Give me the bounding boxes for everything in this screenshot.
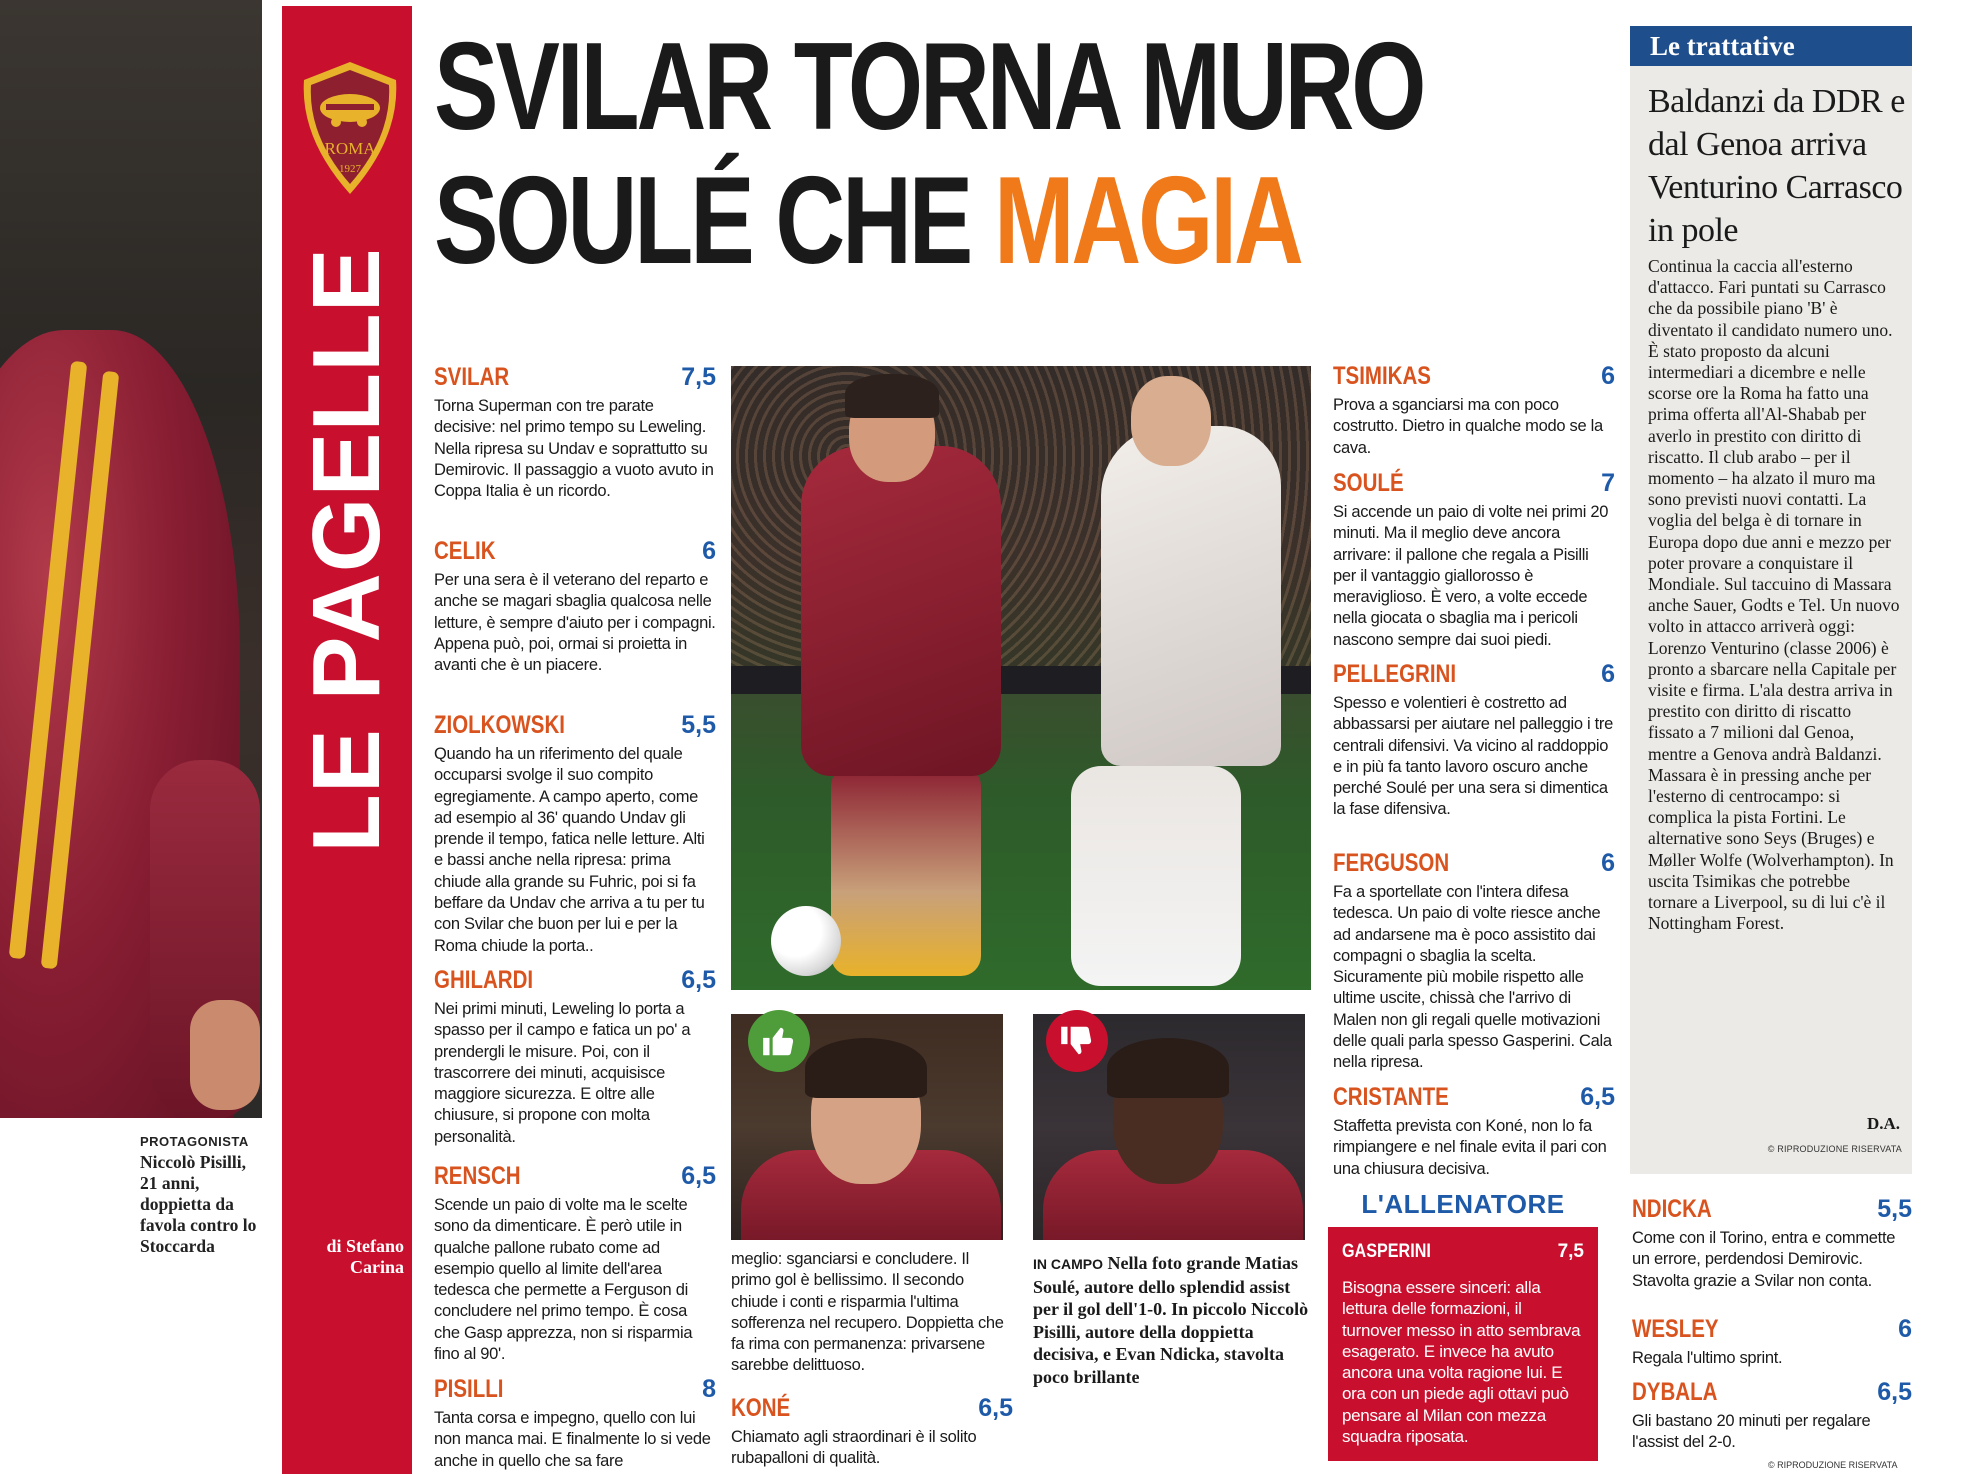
rating-svilar: [434, 362, 716, 502]
rating-wesley: [1632, 1314, 1912, 1369]
player-score: 6: [702, 537, 716, 565]
rating-ndicka: [1632, 1194, 1912, 1292]
player-score: 7: [1601, 469, 1615, 497]
rating-text: Quando ha un riferimento del quale occuparsi svolge il suo compito egregiamente. A campo aperto, come ad esempio al 36' quando Undav gli prende il tempo, fatica nelle letture. Alti e bassi anche nella ripresa: prima chiude alla grande su Fuhric, poi si fa beffare da Undav che arriva a tu per tu con Svilar che buon per lui e per la Roma chiude la porta..: [434, 745, 705, 955]
caption-text: Nella foto grande Matias Soulé, autore dello splendid assist per il gol dell'1-0. In piccolo Niccolò Pisilli, autore della doppietta decisiva, e Evan Ndicka, stavolta poco brillante: [1033, 1253, 1309, 1387]
rating-text: Prova a sganciarsi ma con poco costrutto. Dietro in qualche modo se la cava.: [1333, 396, 1603, 457]
coach-text: Bisogna essere sinceri: alla lettura delle formazioni, il turnover messo in atto sembrava esagerato. E invece ha avuto ancora una volta ragione lui. E ora con un piede agli ottavi può pensare al Milan con mezza squadra riposata.: [1342, 1278, 1581, 1447]
sidebar-body: Continua la caccia all'esterno d'attacco. Fari puntati su Carrasco che da possibile piano 'B' è diventato il candidato numero uno. È stato proposto da alcuni intermediari a dicembre e nelle scorse ore la Roma ha fatto una prima offerta all'Al-Shabab per averlo in prestito con diritto di riscatto. Il club arabo – per il momento – ha alzato il muro ma sono previsti nuovi contatti. La voglia del belga è di tornare in Europa dopo due anni e mezzo per poter provare a conquistare il Mondiale. Sul taccuino di Massara anche Sauer, Godts e Tel. Un nuovo volto in attacco arriverà oggi: Lorenzo Venturino (classe 2006) è pronto a sbarcare nella Capitale per visite e firma. L'ala destra arriva in prestito con diritto di riscatto fissato a 7 milioni dal Genoa, mentre a Genova andrà Baldanzi. Massara è in pressing anche per l'esterno di centrocampo: si complica la pista Fortini. Le alternative sono Seys (Bruges) e Møller Wolfe (Wolverhampton). In uscita Tsimikas che potrebbe tornare a Liverpool, su di lui c'è il Nottingham Forest.: [1648, 256, 1900, 934]
headline: [434, 18, 1424, 290]
thumbs-down-icon: [1046, 1010, 1108, 1072]
caption-text: Niccolò Pisilli, 21 anni, doppietta da favola contro lo Stoccarda: [140, 1152, 257, 1256]
protagonist-photo: [0, 0, 262, 1118]
caption-lead: IN CAMPO: [1033, 1256, 1103, 1272]
rating-text: Chiamato agli straordinari è il solito rubapalloni di qualità.: [731, 1428, 977, 1468]
player-score: 6: [1601, 849, 1615, 877]
rating-text: Fa a sportellate con l'intera difesa tedesca. Un paio di volte riesce anche ad andarsene ma è poco assistito dai compagni o sbaglia la scelta. Sicuramente più mobile rispetto alle ultime uscite, chissà che l'arrivo di Malen non gli regali quelle motivazioni delle quali parla spesso Gasperini. Cala nella ripresa.: [1333, 883, 1612, 1072]
player-score: 6,5: [681, 1162, 716, 1190]
rating-tsimikas: [1333, 361, 1615, 459]
coach-label: L'ALLENATORE: [1328, 1181, 1598, 1227]
rating-cristante: [1333, 1082, 1615, 1180]
player-name: CRISTANTE: [1333, 1083, 1449, 1111]
rating-text: Come con il Torino, entra e commette un errore, perdendosi Demirovic. Stavolta grazie a Svilar non conta.: [1632, 1229, 1896, 1290]
headline-line2-black: SOULÉ CHE: [434, 152, 994, 290]
byline: di Stefano Carina: [326, 1236, 404, 1277]
caption-tag: PROTAGONISTA: [140, 1134, 249, 1149]
player-score: 6,5: [1580, 1083, 1615, 1111]
player-name: PISILLI: [434, 1375, 504, 1403]
coach-name: GASPERINI: [1342, 1241, 1431, 1262]
player-score: 7,5: [681, 363, 716, 391]
rating-dybala: [1632, 1377, 1912, 1454]
coach-box: [1328, 1227, 1598, 1461]
rating-text: Si accende un paio di volte nei primi 20 minuti. Ma il meglio deve ancora arrivare: il pallone che regala a Pisilli per il vantaggio giallorosso è meraviglioso. È vero, a volte eccede nella giocata o sbaglia ma i pericoli nascono sempre dai suoi piedi.: [1333, 503, 1609, 649]
rating-celik: [434, 536, 716, 676]
player-name: FERGUSON: [1333, 849, 1450, 877]
sidebar-title: Baldanzi da DDR e dal Genoa arriva Venturino Carrasco in pole: [1648, 83, 1905, 249]
roma-crest-icon: [296, 58, 404, 198]
player-score: 6,5: [1877, 1378, 1912, 1406]
player-name: SOULÉ: [1333, 469, 1404, 497]
sidebar-rights: © RIPRODUZIONE RISERVATA: [1767, 1144, 1902, 1154]
rating-text: Per una sera è il veterano del reparto e anche se magari sbaglia qualcosa nelle letture, è sempre d'aiuto per i compagni. Appena può, poi, ormai si proietta in avanti che è un piacere.: [434, 571, 716, 675]
rating-text: Scende un paio di volte ma le scelte sono da dimenticare. È però utile in qualche pallone rubato come ad esempio quello al limite dell'area tedesca che permette a Ferguson di concludere nel primo tempo. È cosa che Gasp apprezza, non si risparmia fino al 90'.: [434, 1196, 693, 1364]
photo-caption: [140, 1131, 262, 1257]
rating-pellegrini: [1333, 659, 1615, 821]
rating-ghilardi: [434, 965, 716, 1148]
rating-text: meglio: sganciarsi e concludere. Il primo gol è bellissimo. Il secondo chiude i conti e risparmia l'ultima sofferenza nel recupero. Doppietta che fa rima con permanenza: privarsene sarebbe delittuoso.: [731, 1250, 1004, 1375]
rating-ziolkowski: [434, 710, 716, 957]
player-score: 6: [1601, 660, 1615, 688]
rating-text: Tanta corsa e impegno, quello con lui non manca mai. E finalmente lo si vede anche in quello che sa fare: [434, 1409, 711, 1470]
section-title-text: LE PAGELLE: [293, 247, 400, 853]
player-name: KONÉ: [731, 1394, 791, 1422]
sidebar-label: Le trattative: [1630, 26, 1912, 66]
transfer-sidebar: [1630, 26, 1912, 1174]
rating-rensch: [434, 1161, 716, 1365]
rating-text: Torna Superman con tre parate decisive: nel primo tempo su Leweling. Nella ripresa su Undav e soprattutto su Demirovic. Il passaggio a vuoto avuto in Coppa Italia è un ricordo.: [434, 397, 714, 501]
rating-text: Regala l'ultimo sprint.: [1632, 1349, 1783, 1367]
coach-score: 7,5: [1557, 1241, 1584, 1262]
rights-notice: © RIPRODUZIONE RISERVATA: [1768, 1460, 1898, 1470]
player-score: 6: [1601, 362, 1615, 390]
player-name: DYBALA: [1632, 1378, 1718, 1406]
player-name: NDICKA: [1632, 1195, 1712, 1223]
logo-text: ROMA: [324, 139, 376, 158]
logo-year: 1927: [339, 163, 361, 175]
main-photo: [731, 366, 1311, 990]
rating-kone: [731, 1393, 1013, 1470]
pisilli-continued: [731, 1249, 1013, 1377]
player-score: 6: [1898, 1315, 1912, 1343]
thumbs-up-icon: [748, 1010, 810, 1072]
headline-line2-orange: MAGIA: [993, 152, 1301, 290]
photo-caption-in-campo: [1033, 1252, 1309, 1388]
rating-text: Staffetta prevista con Koné, non lo fa rimpiangere e nel finale evita il pari con una chiusura decisiva.: [1333, 1117, 1607, 1178]
rating-soule: [1333, 468, 1615, 651]
sidebar-signature: D.A.: [1866, 1114, 1900, 1133]
player-name: RENSCH: [434, 1162, 521, 1190]
player-name: CELIK: [434, 537, 496, 565]
headline-line1: SVILAR TORNA MURO: [434, 18, 1424, 156]
player-name: WESLEY: [1632, 1315, 1719, 1343]
player-name: TSIMIKAS: [1333, 362, 1431, 390]
rating-text: Gli bastano 20 minuti per regalare l'assist del 2-0.: [1632, 1412, 1871, 1452]
player-name: GHILARDI: [434, 966, 534, 994]
player-score: 5,5: [681, 711, 716, 739]
rating-ferguson: [1333, 848, 1615, 1074]
rating-pisilli: [434, 1374, 716, 1472]
player-score: 5,5: [1877, 1195, 1912, 1223]
headline-line2: [434, 154, 1354, 288]
player-name: PELLEGRINI: [1333, 660, 1457, 688]
player-name: SVILAR: [434, 363, 510, 391]
rating-text: Nei primi minuti, Leweling lo porta a spasso per il campo e fatica un po' a prendergli le misure. Poi, con il trascorrere dei minuti, acquisisce maggiore sicurezza. E oltre alle chiusure, si propone con molta personalità.: [434, 1000, 691, 1146]
player-name: ZIOLKOWSKI: [434, 711, 565, 739]
player-score: 8: [702, 1375, 716, 1403]
player-score: 6,5: [681, 966, 716, 994]
rating-text: Spesso e volentieri è costretto ad abbassarsi per aiutare nel palleggio i tre centrali difensivi. Va vicino al raddoppio e in più fa tanto lavoro oscuro anche perché Soulé per una sera si dimentica la fase difensiva.: [1333, 694, 1613, 819]
player-score: 6,5: [978, 1394, 1013, 1422]
